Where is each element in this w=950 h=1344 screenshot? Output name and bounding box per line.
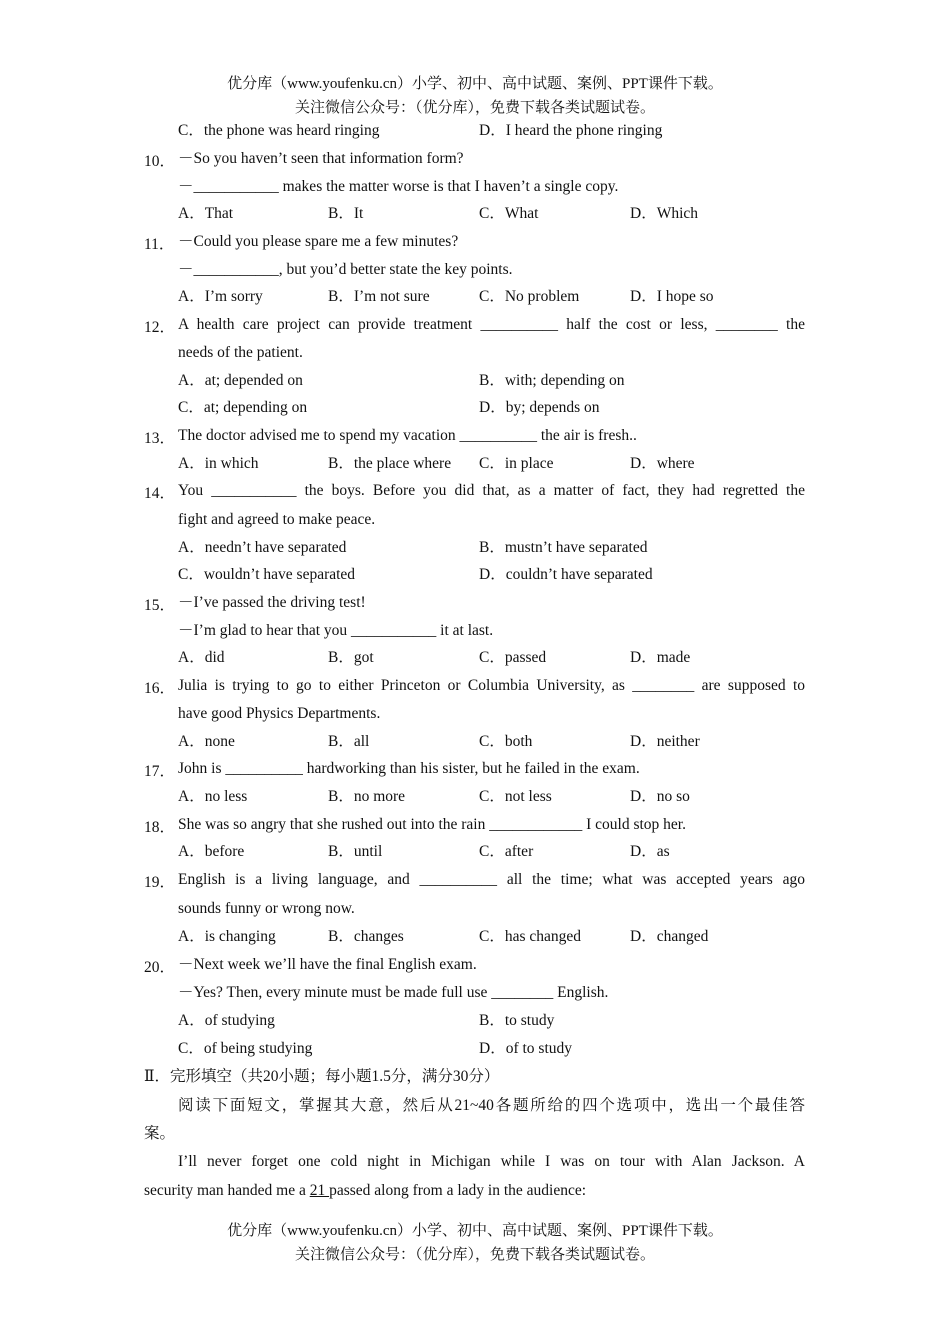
section-title: Ⅱ．完形填空（共20小题；每小题1.5分，满分30分） — [144, 1068, 500, 1085]
option-b: B．with; depending on — [479, 372, 625, 389]
option-b: B．until — [328, 843, 383, 860]
question-text: The doctor advised me to spend my vacation __________ the air is fresh.. — [178, 427, 637, 444]
option-d: D．as — [630, 843, 670, 860]
option-b: B．got — [328, 649, 374, 666]
section-instruction-cont: 案。 — [144, 1125, 176, 1142]
option-d: D．by; depends on — [479, 399, 600, 416]
option-c: C．of being studying — [178, 1040, 313, 1057]
option-d: D．where — [630, 455, 695, 472]
header-line-2: 关注微信公众号：（优分库），免费下载各类试题试卷。 — [294, 100, 655, 116]
option-c: C．at; depending on — [178, 399, 308, 416]
question-number: 14． — [144, 485, 176, 502]
question-text: －I’ve passed the driving test! — [178, 594, 366, 611]
option-b: B．changes — [328, 928, 404, 945]
question-text: －I’m glad to hear that you ___________ it at last. — [178, 622, 494, 639]
option-d: D．made — [630, 649, 691, 666]
question-number: 20． — [144, 959, 176, 976]
option-a: A．in which — [178, 455, 259, 472]
question-number: 15． — [144, 597, 176, 614]
page-footer — [0, 1219, 950, 1267]
question-text: A health care project can provide treatment __________ half the cost or less, ________ the — [178, 316, 805, 333]
option-d: D．couldn’t have separated — [479, 566, 653, 583]
option-a: A．I’m sorry — [178, 288, 263, 305]
option-d: D．Which — [630, 205, 699, 222]
option-c: C．both — [479, 733, 533, 750]
option-a: A．did — [178, 649, 225, 666]
option-d: D．changed — [630, 928, 709, 945]
option-d: D．neither — [630, 733, 700, 750]
question-number: 17． — [144, 763, 176, 780]
question-text: needs of the patient. — [178, 344, 303, 361]
option-d: D．no so — [630, 788, 690, 805]
question-number: 19． — [144, 874, 176, 891]
question-text: －Could you please spare me a few minutes? — [178, 233, 459, 250]
question-text: She was so angry that she rushed out into the rain ____________ I could stop her. — [178, 816, 686, 833]
option-c: C．wouldn’t have separated — [178, 566, 356, 583]
question-text: Julia is trying to go to either Princeton or Columbia University, as ________ are supposed to — [178, 677, 805, 694]
option-c: C．after — [479, 843, 534, 860]
question-text: fight and agreed to make peace. — [178, 511, 376, 528]
question-number: 10． — [144, 153, 176, 170]
option-c: C．No problem — [479, 288, 580, 305]
question-number: 18． — [144, 819, 176, 836]
q9-option-c: C．the phone was heard ringing — [178, 122, 380, 139]
option-b: B．all — [328, 733, 370, 750]
question-text: －Next week we’ll have the final English exam. — [178, 956, 477, 973]
question-number: 13． — [144, 430, 176, 447]
cloze-blank-21: 21 — [309, 1182, 330, 1199]
passage-text — [144, 1181, 586, 1201]
footer-line-1: 优分库（www.youfenku.cn）小学、初中、高中试题、案例、PPT课件下载。 — [227, 1223, 723, 1239]
option-d: D．I hope so — [630, 288, 714, 305]
question-text: －___________, but you’d better state the key points. — [178, 261, 513, 278]
question-number: 16． — [144, 680, 176, 697]
question-number: 12． — [144, 319, 176, 336]
option-b: B．no more — [328, 788, 406, 805]
header-line-1: 优分库（www.youfenku.cn）小学、初中、高中试题、案例、PPT课件下载。 — [227, 76, 723, 92]
question-number: 11． — [144, 236, 175, 253]
option-a: A．needn’t have separated — [178, 539, 347, 556]
question-text: sounds funny or wrong now. — [178, 900, 355, 917]
question-text: －Yes? Then, every minute must be made full use ________ English. — [178, 984, 609, 1001]
option-a: A．before — [178, 843, 245, 860]
option-a: A．of studying — [178, 1012, 275, 1029]
option-b: B．the place where — [328, 455, 452, 472]
passage-text-pre: security man handed me a — [144, 1182, 310, 1199]
option-b: B．I’m not sure — [328, 288, 430, 305]
passage-text-post: passed along from a lady in the audience: — [329, 1182, 587, 1199]
question-text: You ___________ the boys. Before you did that, as a matter of fact, they had regretted the — [178, 482, 805, 499]
option-c: C．passed — [479, 649, 547, 666]
question-text: －So you haven’t seen that information form? — [178, 150, 464, 167]
footer-line-2: 关注微信公众号：（优分库），免费下载各类试题试卷。 — [294, 1247, 655, 1263]
q9-option-d: D．I heard the phone ringing — [479, 122, 663, 139]
option-a: A．at; depended on — [178, 372, 303, 389]
option-a: A．is changing — [178, 928, 276, 945]
option-c: C．in place — [479, 455, 554, 472]
question-text: have good Physics Departments. — [178, 705, 381, 722]
page-header — [0, 72, 950, 120]
option-d: D．of to study — [479, 1040, 573, 1057]
option-b: B．mustn’t have separated — [479, 539, 648, 556]
option-c: C．has changed — [479, 928, 582, 945]
question-text: John is __________ hardworking than his sister, but he failed in the exam. — [178, 760, 640, 777]
question-text: English is a living language, and __________ all the time; what was accepted years ago — [178, 871, 805, 888]
option-a: A．That — [178, 205, 234, 222]
option-b: B．It — [328, 205, 364, 222]
option-a: A．no less — [178, 788, 248, 805]
option-a: A．none — [178, 733, 235, 750]
question-text: －___________ makes the matter worse is that I haven’t a single copy. — [178, 178, 619, 195]
passage-text: I’ll never forget one cold night in Michigan while I was on tour with Alan Jackson. A — [178, 1153, 805, 1170]
section-instruction: 阅读下面短文，掌握其大意，然后从21~40各题所给的四个选项中，选出一个最佳答 — [178, 1097, 805, 1114]
option-c: C．not less — [479, 788, 552, 805]
option-b: B．to study — [479, 1012, 555, 1029]
option-c: C．What — [479, 205, 539, 222]
